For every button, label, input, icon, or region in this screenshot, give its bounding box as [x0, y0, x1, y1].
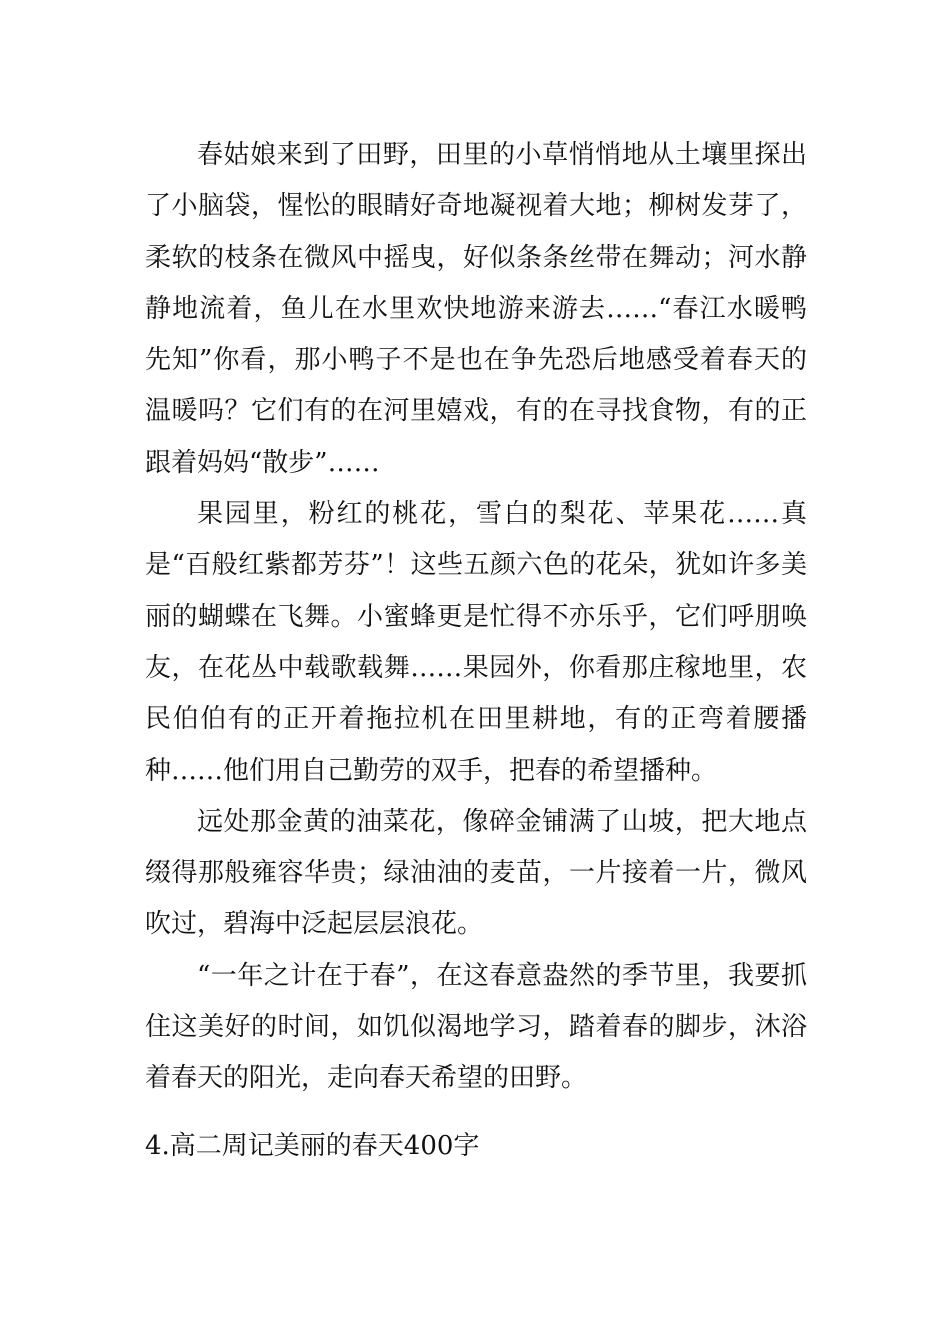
essay-body — [145, 130, 807, 1105]
paragraph-rapeseed-flowers: 远处那金黄的油菜花，像碎金铺满了山坡，把大地点缀得那般雍容华贵；绿油油的麦苗，一片接着一片，微风吹过，碧海中泛起层层浪花。 — [145, 806, 807, 940]
paragraph-orchard: 果园里，粉红的桃花，雪白的梨花、苹果花……真是“百般红紫都芳芬”！这些五颜六色的花朵，犹如许多美丽的蝴蝶在飞舞。小蜜蜂更是忙得不亦乐乎，它们呼朋唤友，在花丛中载歌载舞……果园外，你看那庄稼地里，农民伯伯有的正开着拖拉机在田里耕地，有的正弯着腰播种……他们用自己勤劳的双手，把春的希望播种。 — [145, 499, 807, 786]
paragraph-conclusion: “一年之计在于春”，在这春意盎然的季节里，我要抓住这美好的时间，如饥似渴地学习，踏着春的脚步，沐浴着春天的阳光，走向春天希望的田野。 — [145, 960, 807, 1094]
section-heading: 4.高二周记美丽的春天400字 — [145, 1131, 480, 1161]
paragraph-spring-fields: 春姑娘来到了田野，田里的小草悄悄地从土壤里探出了小脑袋，惺忪的眼睛好奇地凝视着大地；柳树发芽了，柔软的枝条在微风中摇曳，好似条条丝带在舞动；河水静静地流着，鱼儿在水里欢快地游来游去……“春江水暖鸭先知”你看，那小鸭子不是也在争先恐后地感受着春天的温暖吗？它们有的在河里嬉戏，有的在寻找食物，有的正跟着妈妈“散步”…… — [145, 140, 807, 478]
